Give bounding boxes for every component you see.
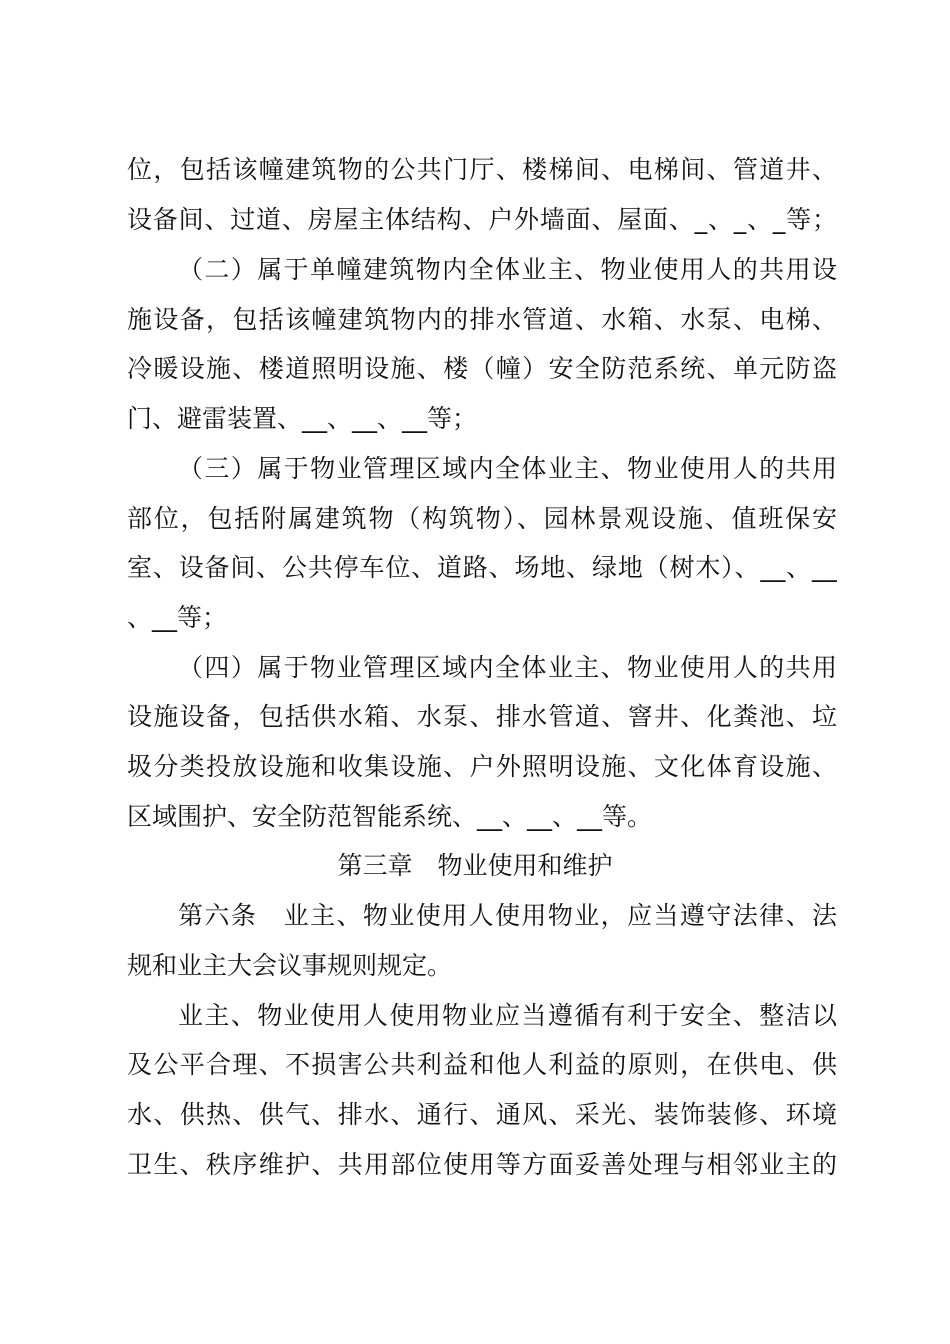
- text-line: 部位，包括附属建筑物（构筑物）、园林景观设施、值班保安: [127, 504, 837, 533]
- text-line: 及公平合理、不损害公共利益和他人利益的原则，在供电、供: [127, 1050, 837, 1079]
- text-line: 施设备，包括该幢建筑物内的排水管道、水箱、水泵、电梯、: [127, 305, 837, 334]
- text-line: 业主、物业使用人使用物业应当遵循有利于安全、整洁以: [178, 1001, 837, 1030]
- text-line: 设施设备，包括供水箱、水泵、排水管道、窨井、化粪池、垃: [127, 702, 837, 731]
- text-line: （三）属于物业管理区域内全体业主、物业使用人的共用: [178, 454, 837, 483]
- text-line: 区域围护、安全防范智能系统、__、__、__等。: [127, 802, 653, 831]
- chapter-heading: 第三章 物业使用和维护: [337, 851, 613, 880]
- text-line: 室、设备间、公共停车位、道路、场地、绿地（树木）、__、__: [127, 553, 837, 582]
- text-line: 卫生、秩序维护、共用部位使用等方面妥善处理与相邻业主的: [127, 1150, 837, 1179]
- text-line: 门、避雷装置、__、__、__等；: [127, 404, 478, 433]
- article-line: 第六条 业主、物业使用人使用物业，应当遵守法律、法: [178, 901, 837, 930]
- text-line: 位，包括该幢建筑物的公共门厅、楼梯间、电梯间、管道井、: [127, 155, 837, 184]
- text-line: 规和业主大会议事规则规定。: [127, 951, 453, 980]
- text-line: 设备间、过道、房屋主体结构、户外墙面、屋面、_、_、_等；: [127, 205, 837, 234]
- text-line: （四）属于物业管理区域内全体业主、物业使用人的共用: [178, 653, 837, 682]
- text-line: 圾分类投放设施和收集设施、户外照明设施、文化体育设施、: [127, 752, 837, 781]
- text-line: （二）属于单幢建筑物内全体业主、物业使用人的共用设: [178, 255, 837, 284]
- text-line: 水、供热、供气、排水、通行、通风、采光、装饰装修、环境: [127, 1100, 837, 1129]
- text-line: 、__等；: [127, 603, 228, 632]
- text-line: 冷暖设施、楼道照明设施、楼（幢）安全防范系统、单元防盗: [127, 354, 837, 383]
